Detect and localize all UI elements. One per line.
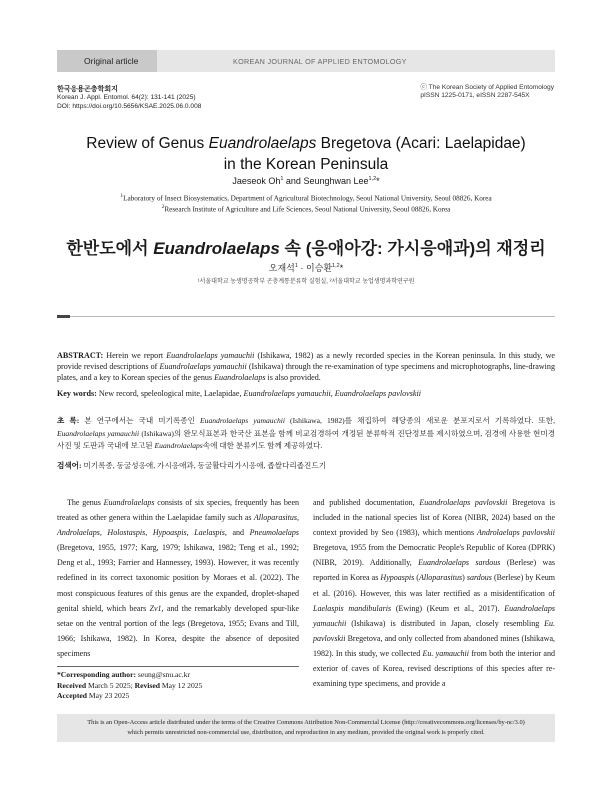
- italic-taxon: Hypoaspis: [380, 573, 415, 583]
- body-text: from both the interior and exterior of caves of Korea, revised descriptions of this species after re-examining type specimens, and provide a: [313, 648, 555, 689]
- body-text: (Ishikawa) is distributed in Japan, closely resembling: [346, 618, 545, 628]
- korean-affiliation: ¹서울대학교 농생명공학부 곤충계통분류학 실험실, ²서울대학교 농업생명과학연구원: [197, 279, 415, 285]
- body-text: The genus: [67, 498, 104, 507]
- body-text: and published documentation,: [313, 498, 420, 507]
- footnote-rule: [57, 666, 299, 667]
- affiliation-1: $^1$Laboratory of Insect Biosystematics, Department of Agricultural Biotechnology, Seoul National University, Seoul 08826, Korea: [120, 193, 492, 203]
- body-text: ,: [297, 513, 299, 523]
- affiliation-2: $^2$Research Institute of Agriculture and Life Sciences, Seoul National University, Seoul 08826, Korea: [161, 204, 451, 214]
- copyright-block: [420, 84, 554, 101]
- footnotes: [57, 670, 299, 702]
- citation: Korean J. Appl. Entomol. 64(2): 131-141 (2025): [57, 94, 196, 102]
- body-text: Bregetova is included in the national species list of Korea (NIBR, 2024) based on the context provided by Seo (1983), which mentions: [313, 498, 555, 538]
- body-text: (: [414, 573, 419, 583]
- body-text: Bregetova, and only collected from abandoned mines (Ishikawa, 1982). In this study, we collected: [313, 633, 555, 658]
- italic-taxon: Eu. yamauchii: [422, 648, 469, 658]
- paper-title-line1: Review of Genus Euandrolaelaps Bregetova (Acari: Laelapidae): [86, 135, 526, 152]
- received-revised: Received March 5 2025; Revised May 12 2025: [57, 680, 203, 690]
- body-text: ,: [99, 528, 108, 538]
- citation-block: [57, 86, 201, 111]
- body-text: ): [462, 573, 467, 583]
- license-box: [57, 714, 555, 742]
- italic-taxon: Hypoaspis: [152, 528, 187, 538]
- italic-taxon: Laelaspis mandibularis: [313, 603, 392, 613]
- italic-taxon: sardous: [466, 573, 492, 583]
- body-text: (Berlese) by Keum et al. (2016). However, this was later rectified as a misidentification of: [313, 573, 555, 598]
- body-text: , and: [224, 528, 250, 538]
- article-type: Original article: [84, 56, 139, 66]
- italic-taxon: Zv1: [149, 603, 162, 613]
- italic-taxon: Alloparasitus: [253, 513, 297, 523]
- body-text: consists of six species, frequently has been treated as other genera within the Laelapidae family such as: [57, 498, 300, 523]
- korean-authors: 오재석$^1$ · 이승환$^{1,2}$*: [268, 263, 344, 273]
- journal-korean: 한국응용곤충학회지: [57, 86, 118, 93]
- korean-keywords: 검색어: 미기록종, 동굴성응애, 가시응애과, 동굴활다리가시응애, 좁쌀다리좁진드기: [57, 461, 327, 470]
- italic-taxon: Euandrolaelaps pavlovskii: [419, 498, 508, 507]
- license-line2: which permits unrestricted non-commercial use, distribution, and reproduction in any medium, provided the original work is properly cited.: [127, 728, 485, 736]
- body-column-left: [57, 495, 299, 661]
- corresponding-email[interactable]: seung@snu.ac.kr: [137, 670, 191, 679]
- body-text: (Berlese) was reported in Korea as: [313, 558, 555, 583]
- divider-mark: [57, 315, 70, 318]
- keywords: Key words: New record, speleological mite, Laelapidae, Euandrolaelaps yamauchii, Euandrolaelaps pavlovskii: [57, 389, 421, 398]
- body-text: (Bregetova, 1955, 1977; Karg, 1979; Ishikawa, 1982; Teng et al., 1992; Deng et al., 1993; Farrier and Hannessey, 1993). However, it was recently redefined in its correct taxonomic position by Moraes et al. (2022). The most conspicuous features of this genus are the expanded, droplet-shaped genital shield, which bears: [57, 543, 299, 613]
- body-text: , and the remarkably developed spur-like setae on the ventral portion of the legs (Bregetova, 1955; Evans and Till, 1966; Ishikawa, 1982). In Korea, despite the absence of deposited specimens: [57, 603, 299, 658]
- section-divider: [57, 316, 555, 317]
- italic-taxon: Euandrolaelaps sardous: [418, 558, 501, 568]
- italic-taxon: Pneumolaelaps: [249, 528, 299, 538]
- italic-taxon: Eu. pavlovskii: [313, 618, 555, 643]
- italic-taxon: Euandrolaelaps: [103, 498, 155, 507]
- korean-abstract: 초 록: 본 연구에서는 국내 미기록종인 Euandrolaelaps yamauchii (Ishikawa, 1982)를 채집하여 해당종의 새로운 분포지로서 기록하였다. 또한, Euandrolaelaps yamauchii (Ishikawa)의 완모식표본과 한국산 표본을 함께 비교검경하여 개정된 분류학적 진단정보를 제시하였으며, 검경에 사용한 현미경사진 및 도판과 국내에 보고된 Euandrolaelaps속에 대한 분류키도 함께 제공하였다.: [57, 416, 556, 451]
- italic-taxon: Alloparasitus: [418, 573, 463, 583]
- korean-title: 한반도에서 Euandrolaelaps 속 (응애아강: 가시응애과)의 재정리: [66, 239, 546, 258]
- doi-link[interactable]: DOI: https://doi.org/10.5656/KSAE.2025.06.0.008: [57, 102, 202, 110]
- italic-taxon: Laelaspis: [194, 528, 225, 538]
- license-line1: This is an Open-Access article distributed under the terms of the Creative Commons Attribution Non-Commercial License (http://creativecommons.org/licenses/by-nc/3.0): [87, 719, 525, 726]
- accepted: Accepted May 23 2025: [57, 691, 130, 701]
- italic-taxon: Holostaspis: [107, 528, 146, 538]
- body-text: ,: [145, 528, 153, 538]
- italic-taxon: Euandrolaelaps yamauchii: [313, 603, 556, 628]
- body-column-right: [313, 495, 555, 691]
- body-text: (Ewing) (Keum et al., 2017).: [391, 603, 505, 613]
- corresponding-author: *Corresponding author: seung@snu.ac.kr: [57, 670, 191, 679]
- body-text: ,: [186, 528, 195, 538]
- abstract: ABSTRACT: Herein we report Euandrolaelaps yamauchii (Ishikawa, 1982) as a newly recorded species in the Korean peninsula. In this study, we provide revised descriptions of Euandrolaelaps yamauchii (Ishikawa) through the re-examination of type specimens and microphotographs, line-drawing plates, and a key to Korean species of the genus Euandrolaelaps is also provided.: [57, 351, 556, 382]
- authors: Jaeseok Oh$^1$ and Seunghwan Lee$^{1,2}$*: [232, 176, 380, 186]
- copyright: ⓒ The Korean Society of Applied Entomology: [420, 84, 554, 91]
- body-text: Bregetova, 1955 from the Democratic People's Republic of Korea (DPRK) (NIBR, 2019). Additionally,: [313, 543, 555, 568]
- italic-taxon: Androlaelaps pavlovskii: [476, 528, 556, 538]
- journal-name: KOREAN JOURNAL OF APPLIED ENTOMOLOGY: [233, 57, 407, 66]
- issn: pISSN 1225-0171, eISSN 2287-545X: [420, 92, 530, 100]
- paper-title-line2: in the Korean Peninsula: [223, 156, 389, 173]
- italic-taxon: Androlaelaps: [57, 528, 100, 538]
